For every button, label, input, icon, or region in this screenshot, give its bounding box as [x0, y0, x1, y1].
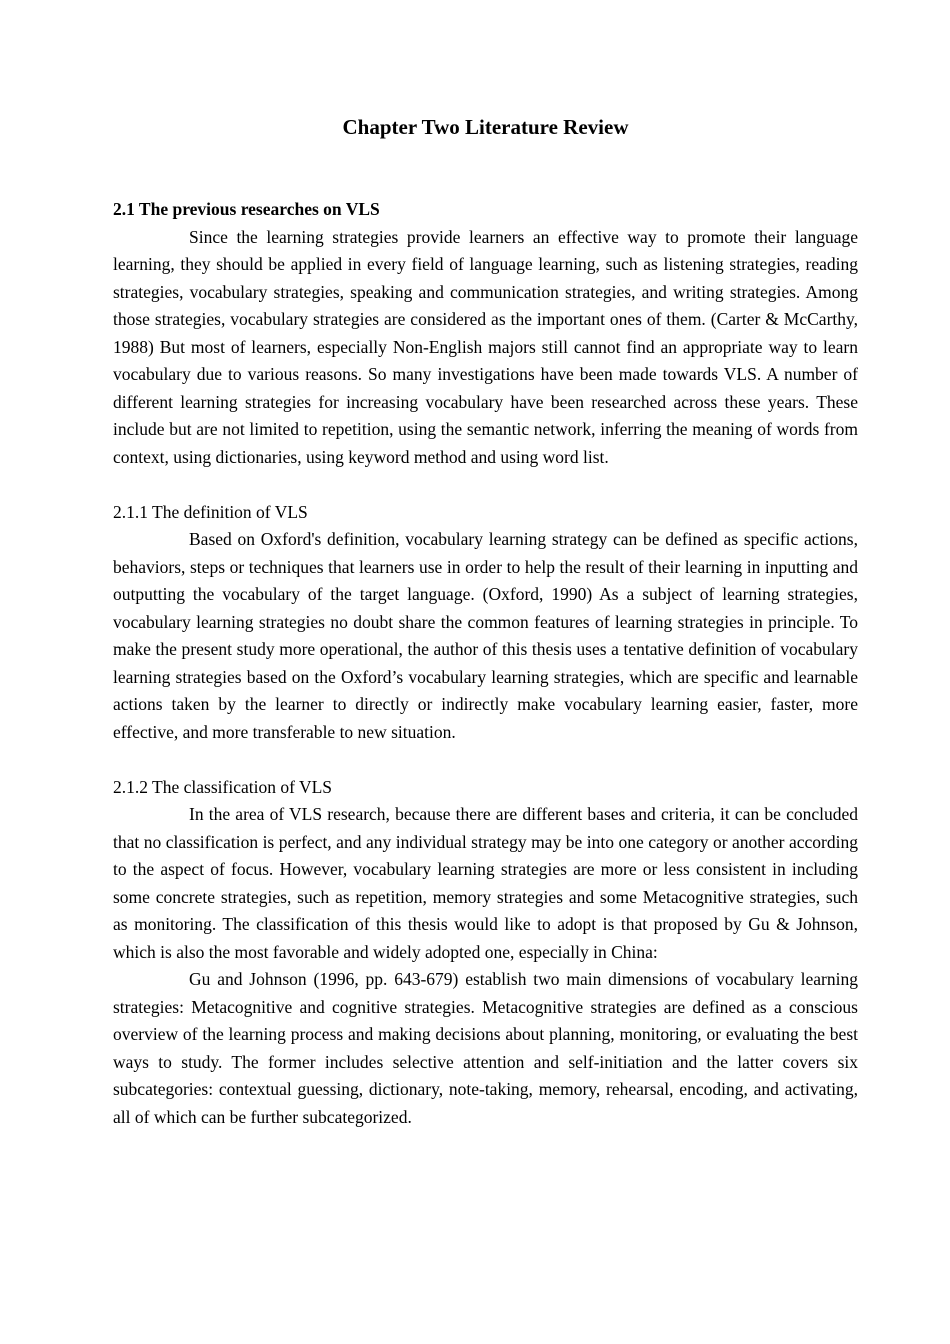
subsection-heading: 2.1.1 The definition of VLS	[113, 501, 308, 522]
chapter-title: Chapter Two Literature Review	[342, 115, 629, 139]
section-definition	[113, 499, 858, 747]
section-classification	[113, 774, 858, 1132]
document-body	[113, 196, 858, 1131]
body-paragraph: Based on Oxford's definition, vocabulary learning strategy can be defined as specific actions, behaviors, steps or techniques that learners use in order to help the result of their learning in inputting and outputting the vocabulary of the target language. (Oxford, 1990) As a subject of learning strategies, vocabulary learning strategies no doubt share the common features of learning strategies in principle. To make the present study more operational, the author of this thesis uses a tentative definition of vocabulary learning strategies based on the Oxford’s vocabulary learning strategies, which are specific and learnable actions taken by the learner to directly or indirectly make vocabulary learning easier, faster, more effective, and more transferable to new situation.	[113, 529, 858, 742]
body-paragraph: In the area of VLS research, because there are different bases and criteria, it can be concluded that no classification is perfect, and any individual strategy may be into one category or another according to the aspect of focus. However, vocabulary learning strategies are more or less consistent in including some concrete strategies, such as repetition, memory strategies and some Metacognitive strategies, such as monitoring. The classification of this thesis would like to adopt is that proposed by Gu & Johnson, which is also the most favorable and widely adopted one, especially in China:	[113, 804, 858, 962]
paragraph-spacer	[113, 471, 858, 499]
paragraph-spacer	[113, 746, 858, 774]
section-heading: 2.1 The previous researches on VLS	[113, 199, 380, 219]
body-paragraph: Since the learning strategies provide learners an effective way to promote their language learning, they should be applied in every field of language learning, such as listening strategies, reading strategies, vocabulary strategies, speaking and communication strategies, and writing strategies. Among those strategies, vocabulary strategies are considered as the important ones of them. (Carter & McCarthy, 1988) But most of learners, especially Non-English majors still cannot find an appropriate way to learn vocabulary due to various reasons. So many investigations have been made towards VLS. A number of different learning strategies for increasing vocabulary have been researched across these years. These include but are not limited to repetition, using the semantic network, inferring the meaning of words from context, using dictionaries, using keyword method and using word list.	[113, 226, 858, 467]
section-previous-researches	[113, 196, 858, 471]
body-paragraph: Gu and Johnson (1996, pp. 643-679) establish two main dimensions of vocabulary learning strategies: Metacognitive and cognitive strategies. Metacognitive strategies are defined as a conscious overview of the learning process and making decisions about planning, monitoring, or evaluating the best ways to study. The former includes selective attention and self-initiation and the latter covers six subcategories: contextual guessing, dictionary, note-taking, memory, rehearsal, encoding, and activating, all of which can be further subcategorized.	[113, 969, 858, 1127]
subsection-heading: 2.1.2 The classification of VLS	[113, 776, 333, 797]
